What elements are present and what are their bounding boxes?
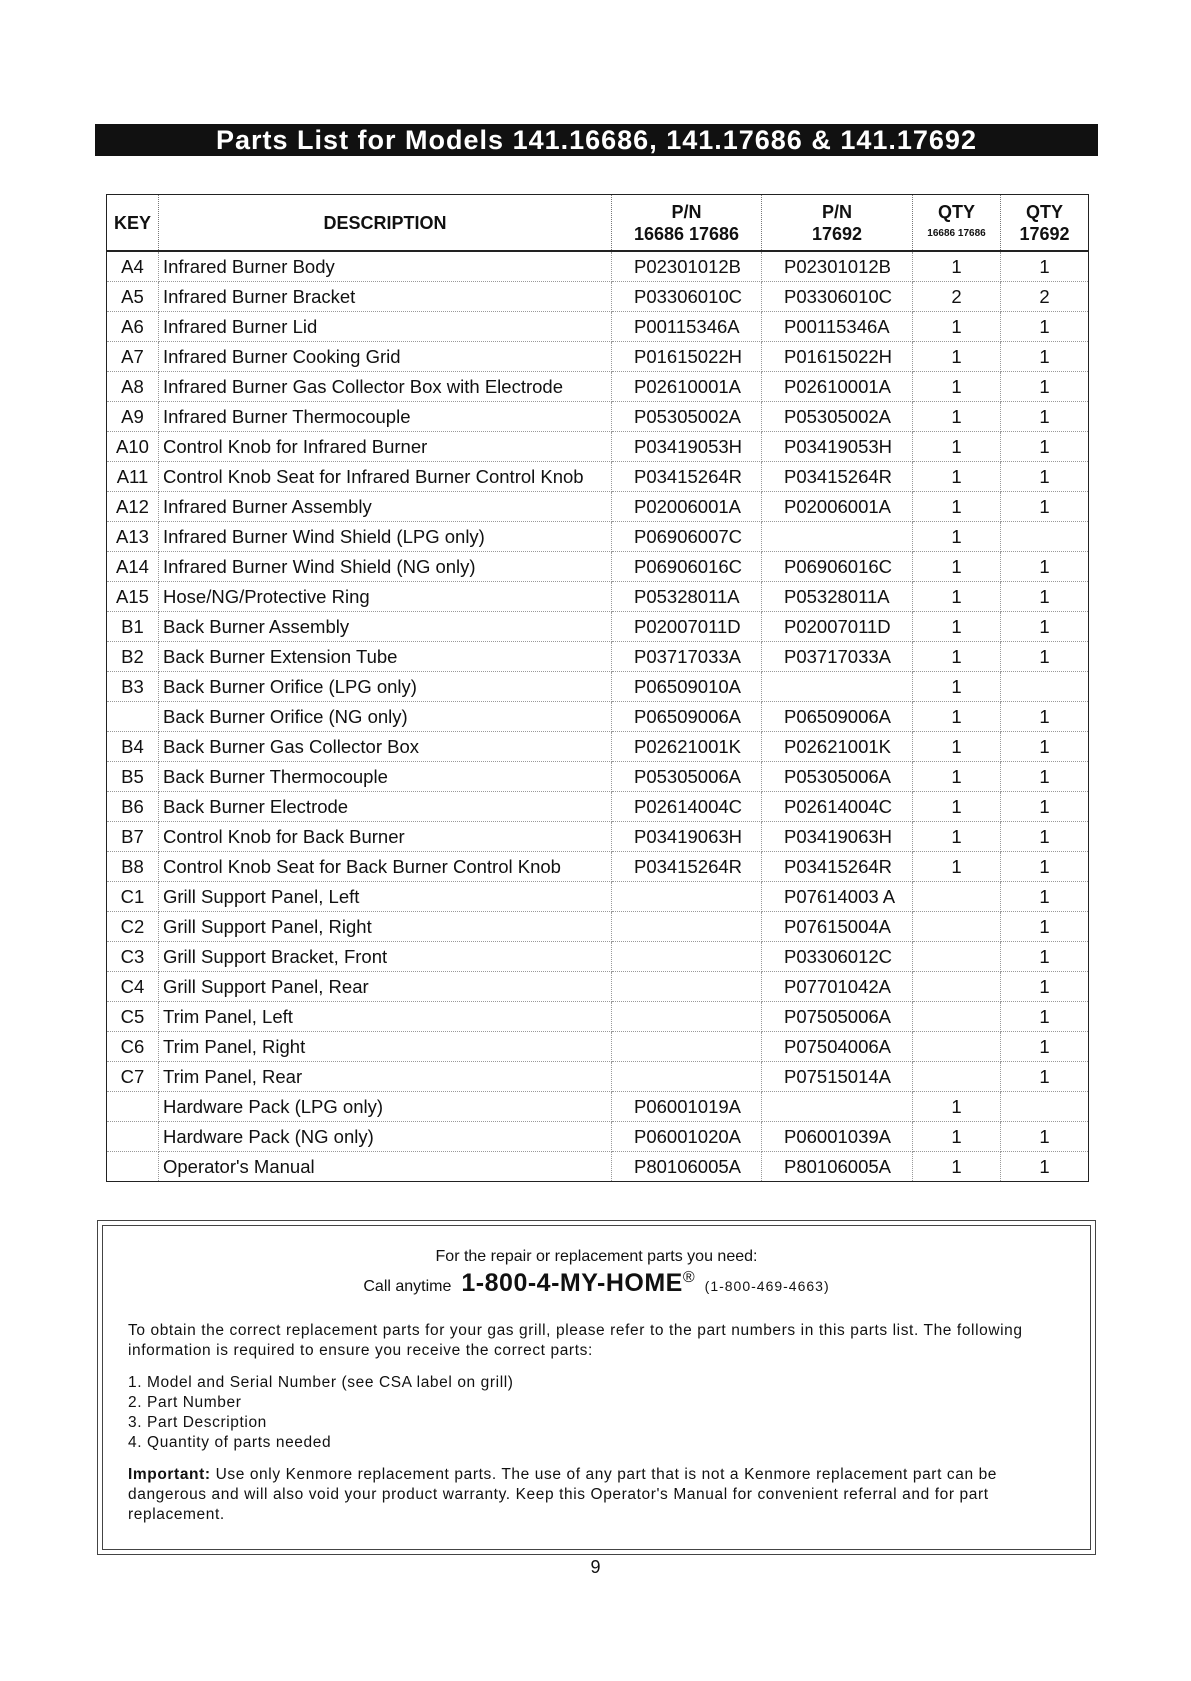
cell-qty-17692: 1 — [1001, 251, 1089, 282]
cell-key: A10 — [107, 432, 159, 462]
cell-pn-16686-17686: P06001019A — [612, 1092, 762, 1122]
cell-pn-17692: P06906016C — [762, 552, 913, 582]
important-text: Use only Kenmore replacement parts. The use of any part that is not a Kenmore replacement part can be dangerous and will also void your product warranty. Keep this Operator's Manual for convenient referral and for part replacement. — [128, 1466, 998, 1523]
cell-pn-16686-17686 — [612, 942, 762, 972]
cell-pn-17692: P05328011A — [762, 582, 913, 612]
table-row — [107, 852, 1089, 882]
header-pn2-label: P/N — [821, 201, 852, 222]
table-row — [107, 762, 1089, 792]
cell-description: Back Burner Assembly — [159, 612, 612, 642]
cell-pn-17692: P02621001K — [762, 732, 913, 762]
cell-description: Trim Panel, Left — [159, 1002, 612, 1032]
cell-description: Grill Support Panel, Rear — [159, 972, 612, 1002]
header-qty1-label: QTY — [937, 201, 975, 222]
cell-qty-16686-17686: 1 — [913, 552, 1001, 582]
cell-qty-17692 — [1001, 522, 1089, 552]
header-pn2-models: 17692 — [811, 223, 863, 244]
cell-pn-16686-17686: P80106005A — [612, 1152, 762, 1182]
cell-key: B1 — [107, 612, 159, 642]
cell-key: A6 — [107, 312, 159, 342]
table-row — [107, 612, 1089, 642]
header-pn1-label: P/N — [671, 201, 702, 222]
cell-key: C3 — [107, 942, 159, 972]
cell-key — [107, 1092, 159, 1122]
phone-number: 1-800-4-MY-HOME — [461, 1269, 683, 1297]
cell-key: C7 — [107, 1062, 159, 1092]
cell-key: A5 — [107, 282, 159, 312]
header-qty1-models: 16686 17686 — [927, 227, 986, 239]
cell-pn-16686-17686: P03415264R — [612, 462, 762, 492]
cell-pn-17692: P03419053H — [762, 432, 913, 462]
cell-description: Back Burner Orifice (NG only) — [159, 702, 612, 732]
cell-pn-16686-17686 — [612, 1002, 762, 1032]
cell-qty-16686-17686 — [913, 1032, 1001, 1062]
header-key: KEY — [107, 195, 159, 252]
cell-description: Infrared Burner Wind Shield (LPG only) — [159, 522, 612, 552]
cell-pn-16686-17686: P06001020A — [612, 1122, 762, 1152]
header-pn-16686-17686 — [612, 195, 762, 252]
cell-description: Control Knob for Infrared Burner — [159, 432, 612, 462]
list-item: 2. Part Number — [128, 1394, 242, 1411]
cell-description: Infrared Burner Body — [159, 251, 612, 282]
cell-qty-17692: 1 — [1039, 1156, 1050, 1177]
important-note — [128, 1465, 1050, 1525]
cell-qty-17692: 1 — [1001, 462, 1089, 492]
table-row — [107, 552, 1089, 582]
cell-key — [107, 702, 159, 732]
notice-call-line — [103, 1269, 1090, 1298]
cell-qty-16686-17686: 1 — [913, 672, 1001, 702]
cell-description: Trim Panel, Right — [159, 1032, 612, 1062]
cell-pn-17692: P03717033A — [762, 642, 913, 672]
parts-table — [106, 194, 1089, 1182]
cell-key: A4 — [107, 251, 159, 282]
header-qty-16686-17686 — [913, 195, 1001, 252]
cell-pn-17692: P03306012C — [762, 942, 913, 972]
cell-pn-16686-17686: P02007011D — [612, 612, 762, 642]
table-row — [107, 672, 1089, 702]
cell-key — [107, 1122, 159, 1152]
registered-mark: ® — [682, 1269, 695, 1286]
table-row — [107, 432, 1089, 462]
cell-pn-17692: P02610001A — [762, 372, 913, 402]
notice-heading: For the repair or replacement parts you need: — [435, 1248, 758, 1265]
cell-qty-16686-17686: 1 — [913, 492, 1001, 522]
phone-number-numeric: (1-800-469-4663) — [704, 1278, 830, 1294]
table-row — [107, 912, 1089, 942]
cell-qty-16686-17686 — [913, 912, 1001, 942]
cell-qty-17692: 1 — [1001, 342, 1089, 372]
cell-qty-17692 — [1001, 672, 1089, 702]
cell-pn-16686-17686: P02610001A — [612, 372, 762, 402]
table-row — [107, 882, 1089, 912]
cell-key: A13 — [107, 522, 159, 552]
cell-pn-16686-17686: P01615022H — [612, 342, 762, 372]
cell-qty-16686-17686: 1 — [913, 762, 1001, 792]
cell-pn-17692: P05305002A — [762, 402, 913, 432]
table-row — [107, 732, 1089, 762]
cell-qty-16686-17686 — [913, 942, 1001, 972]
table-row — [107, 1092, 1089, 1122]
cell-pn-16686-17686: P02301012B — [612, 251, 762, 282]
cell-key: C6 — [107, 1032, 159, 1062]
cell-pn-16686-17686: P03419053H — [612, 432, 762, 462]
cell-pn-17692: P07515014A — [762, 1062, 913, 1092]
cell-qty-16686-17686: 1 — [913, 312, 1001, 342]
cell-key: B5 — [107, 762, 159, 792]
cell-qty-17692: 1 — [1001, 972, 1089, 1002]
cell-qty-17692: 1 — [1001, 312, 1089, 342]
table-row — [107, 642, 1089, 672]
table-row — [107, 582, 1089, 612]
header-qty2-models: 17692 — [1019, 223, 1070, 244]
header-pn1-models: 16686 17686 — [633, 223, 740, 244]
header-description: DESCRIPTION — [159, 195, 612, 252]
table-row — [107, 1122, 1089, 1152]
parts-table-body — [107, 251, 1089, 1182]
table-row — [107, 251, 1089, 282]
page-title-banner: Parts List for Models 141.16686, 141.17686 & 141.17692 — [95, 124, 1098, 156]
cell-pn-17692: P05305006A — [762, 762, 913, 792]
cell-qty-16686-17686: 2 — [913, 282, 1001, 312]
table-row — [107, 1062, 1089, 1092]
cell-pn-16686-17686: P05328011A — [612, 582, 762, 612]
cell-pn-16686-17686 — [612, 972, 762, 1002]
table-row — [107, 1002, 1089, 1032]
cell-description: Back Burner Gas Collector Box — [159, 732, 612, 762]
cell-key: C5 — [107, 1002, 159, 1032]
cell-description: Infrared Burner Wind Shield (NG only) — [159, 552, 612, 582]
table-row — [107, 402, 1089, 432]
cell-pn-17692 — [762, 672, 913, 702]
cell-description: Back Burner Orifice (LPG only) — [159, 672, 612, 702]
table-header-row — [107, 195, 1089, 252]
table-row — [107, 942, 1089, 972]
cell-description: Control Knob Seat for Infrared Burner Control Knob — [159, 462, 612, 492]
table-row — [107, 822, 1089, 852]
cell-qty-17692: 2 — [1001, 282, 1089, 312]
cell-qty-17692: 1 — [1001, 612, 1089, 642]
cell-qty-17692: 1 — [1001, 582, 1089, 612]
cell-qty-17692: 1 — [1001, 642, 1089, 672]
cell-qty-17692: 1 — [1001, 1122, 1089, 1152]
cell-pn-16686-17686: P02621001K — [612, 732, 762, 762]
cell-pn-17692: P02007011D — [762, 612, 913, 642]
cell-qty-16686-17686: 1 — [913, 1092, 1001, 1122]
cell-qty-17692: 1 — [1001, 372, 1089, 402]
cell-qty-16686-17686: 1 — [913, 1122, 1001, 1152]
cell-qty-16686-17686: 1 — [913, 462, 1001, 492]
cell-qty-16686-17686 — [913, 1002, 1001, 1032]
cell-description: Control Knob for Back Burner — [159, 822, 612, 852]
important-label: Important: — [128, 1466, 211, 1483]
cell-pn-17692: P80106005A — [762, 1152, 913, 1182]
cell-key: A9 — [107, 402, 159, 432]
cell-pn-16686-17686: P06509010A — [612, 672, 762, 702]
table-row — [107, 282, 1089, 312]
table-row — [107, 492, 1089, 522]
cell-description: Infrared Burner Bracket — [159, 282, 612, 312]
table-row — [107, 462, 1089, 492]
cell-pn-17692: P07615004A — [762, 912, 913, 942]
cell-description: Hose/NG/Protective Ring — [159, 582, 612, 612]
list-item: 1. Model and Serial Number (see CSA label on grill) — [128, 1374, 514, 1391]
required-info-list — [128, 1373, 1050, 1453]
cell-pn-16686-17686: P06906007C — [612, 522, 762, 552]
cell-qty-17692: 1 — [1001, 402, 1089, 432]
cell-qty-17692: 1 — [1001, 762, 1089, 792]
cell-qty-16686-17686: 1 — [913, 852, 1001, 882]
cell-qty-16686-17686 — [913, 882, 1001, 912]
cell-pn-17692: P03306010C — [762, 282, 913, 312]
cell-pn-17692: P02006001A — [762, 492, 913, 522]
cell-pn-17692: P02614004C — [762, 792, 913, 822]
header-qty2-label: QTY — [1025, 201, 1063, 222]
notice-inner-frame — [102, 1225, 1091, 1550]
cell-key: C1 — [107, 882, 159, 912]
cell-qty-16686-17686: 1 — [913, 702, 1001, 732]
table-row — [107, 792, 1089, 822]
cell-qty-17692: 1 — [1001, 552, 1089, 582]
cell-qty-16686-17686: 1 — [913, 822, 1001, 852]
cell-description: Hardware Pack (LPG only) — [159, 1092, 612, 1122]
cell-pn-17692: P03419063H — [762, 822, 913, 852]
cell-pn-16686-17686: P06906016C — [612, 552, 762, 582]
cell-description: Infrared Burner Thermocouple — [159, 402, 612, 432]
table-row — [107, 372, 1089, 402]
cell-pn-16686-17686: P02006001A — [612, 492, 762, 522]
cell-pn-17692: P00115346A — [762, 312, 913, 342]
cell-description: Infrared Burner Assembly — [159, 492, 612, 522]
cell-qty-16686-17686 — [913, 972, 1001, 1002]
cell-description: Operator's Manual — [159, 1152, 612, 1182]
cell-qty-16686-17686: 1 — [913, 642, 1001, 672]
cell-pn-16686-17686: P02614004C — [612, 792, 762, 822]
cell-description: Control Knob Seat for Back Burner Control Knob — [159, 852, 612, 882]
cell-pn-17692: P07614003 A — [762, 882, 913, 912]
cell-key: B2 — [107, 642, 159, 672]
cell-key: A15 — [107, 582, 159, 612]
notice-body — [128, 1321, 1050, 1525]
cell-description: Grill Support Bracket, Front — [159, 942, 612, 972]
header-pn-17692 — [762, 195, 913, 252]
cell-qty-16686-17686: 1 — [913, 251, 1001, 282]
cell-qty-16686-17686: 1 — [913, 402, 1001, 432]
cell-pn-16686-17686 — [612, 1032, 762, 1062]
cell-pn-16686-17686: P05305002A — [612, 402, 762, 432]
notice-intro: To obtain the correct replacement parts for your gas grill, please refer to the part numbers in this parts list. The following information is required to ensure you receive the correct parts: — [128, 1322, 1023, 1359]
table-row — [107, 522, 1089, 552]
page-number: 9 — [590, 1557, 601, 1577]
cell-qty-16686-17686: 1 — [913, 732, 1001, 762]
table-row — [107, 1032, 1089, 1062]
cell-pn-17692: P07505006A — [762, 1002, 913, 1032]
cell-key: A12 — [107, 492, 159, 522]
cell-qty-16686-17686: 1 — [913, 792, 1001, 822]
table-row — [107, 702, 1089, 732]
cell-pn-17692: P06509006A — [762, 702, 913, 732]
cell-description: Back Burner Extension Tube — [159, 642, 612, 672]
cell-key: B3 — [107, 672, 159, 702]
call-lead-text: Call anytime — [363, 1278, 452, 1295]
cell-pn-17692: P01615022H — [762, 342, 913, 372]
cell-pn-17692: P02301012B — [762, 251, 913, 282]
cell-description: Trim Panel, Rear — [159, 1062, 612, 1092]
cell-description: Grill Support Panel, Right — [159, 912, 612, 942]
cell-pn-16686-17686 — [612, 912, 762, 942]
cell-qty-16686-17686: 1 — [913, 522, 1001, 552]
table-row — [107, 312, 1089, 342]
cell-qty-17692 — [1001, 1092, 1089, 1122]
cell-key: B8 — [107, 852, 159, 882]
cell-pn-17692: P07504006A — [762, 1032, 913, 1062]
cell-pn-16686-17686: P00115346A — [612, 312, 762, 342]
cell-pn-16686-17686: P03419063H — [612, 822, 762, 852]
cell-description: Infrared Burner Cooking Grid — [159, 342, 612, 372]
table-row — [107, 342, 1089, 372]
cell-qty-17692: 1 — [1001, 702, 1089, 732]
cell-key: A7 — [107, 342, 159, 372]
cell-qty-17692: 1 — [1001, 852, 1089, 882]
cell-pn-16686-17686: P03717033A — [612, 642, 762, 672]
cell-qty-16686-17686: 1 — [913, 1152, 1001, 1182]
cell-qty-17692: 1 — [1001, 792, 1089, 822]
cell-qty-17692: 1 — [1001, 492, 1089, 522]
cell-qty-17692: 1 — [1001, 912, 1089, 942]
cell-key: A14 — [107, 552, 159, 582]
header-qty-17692 — [1001, 195, 1089, 252]
cell-key: B7 — [107, 822, 159, 852]
cell-qty-17692: 1 — [1001, 732, 1089, 762]
cell-pn-16686-17686 — [612, 882, 762, 912]
list-item: 3. Part Description — [128, 1414, 267, 1431]
table-row — [107, 1152, 1089, 1182]
cell-pn-16686-17686 — [612, 1062, 762, 1092]
cell-description: Back Burner Thermocouple — [159, 762, 612, 792]
cell-key: B6 — [107, 792, 159, 822]
cell-description: Back Burner Electrode — [159, 792, 612, 822]
table-row — [107, 972, 1089, 1002]
cell-qty-16686-17686: 1 — [913, 372, 1001, 402]
cell-qty-17692: 1 — [1001, 1062, 1089, 1092]
cell-qty-17692: 1 — [1001, 822, 1089, 852]
cell-qty-17692: 1 — [1001, 882, 1089, 912]
list-item: 4. Quantity of parts needed — [128, 1434, 332, 1451]
cell-description: Hardware Pack (NG only) — [159, 1122, 612, 1152]
cell-pn-17692: P07701042A — [762, 972, 913, 1002]
cell-key: C2 — [107, 912, 159, 942]
cell-pn-16686-17686: P05305006A — [612, 762, 762, 792]
cell-description: Infrared Burner Gas Collector Box with Electrode — [159, 372, 612, 402]
cell-qty-16686-17686: 1 — [913, 612, 1001, 642]
cell-qty-17692: 1 — [1001, 1032, 1089, 1062]
cell-pn-16686-17686: P03306010C — [612, 282, 762, 312]
cell-pn-17692 — [762, 522, 913, 552]
cell-pn-17692: P06001039A — [762, 1122, 913, 1152]
cell-qty-16686-17686 — [913, 1062, 1001, 1092]
cell-qty-16686-17686: 1 — [913, 582, 1001, 612]
cell-key: A11 — [107, 462, 159, 492]
cell-key: A8 — [107, 372, 159, 402]
cell-pn-16686-17686: P06509006A — [612, 702, 762, 732]
cell-qty-16686-17686: 1 — [913, 342, 1001, 372]
cell-qty-17692: 1 — [1001, 942, 1089, 972]
cell-key: C4 — [107, 972, 159, 1002]
cell-description: Grill Support Panel, Left — [159, 882, 612, 912]
cell-pn-17692: P03415264R — [762, 852, 913, 882]
cell-pn-17692 — [762, 1092, 913, 1122]
replacement-parts-notice — [97, 1220, 1096, 1555]
cell-qty-16686-17686: 1 — [913, 432, 1001, 462]
cell-qty-17692: 1 — [1001, 432, 1089, 462]
cell-description: Infrared Burner Lid — [159, 312, 612, 342]
cell-pn-17692: P03415264R — [762, 462, 913, 492]
cell-key: B4 — [107, 732, 159, 762]
cell-qty-17692: 1 — [1001, 1002, 1089, 1032]
cell-pn-16686-17686: P03415264R — [612, 852, 762, 882]
cell-key — [107, 1152, 159, 1182]
